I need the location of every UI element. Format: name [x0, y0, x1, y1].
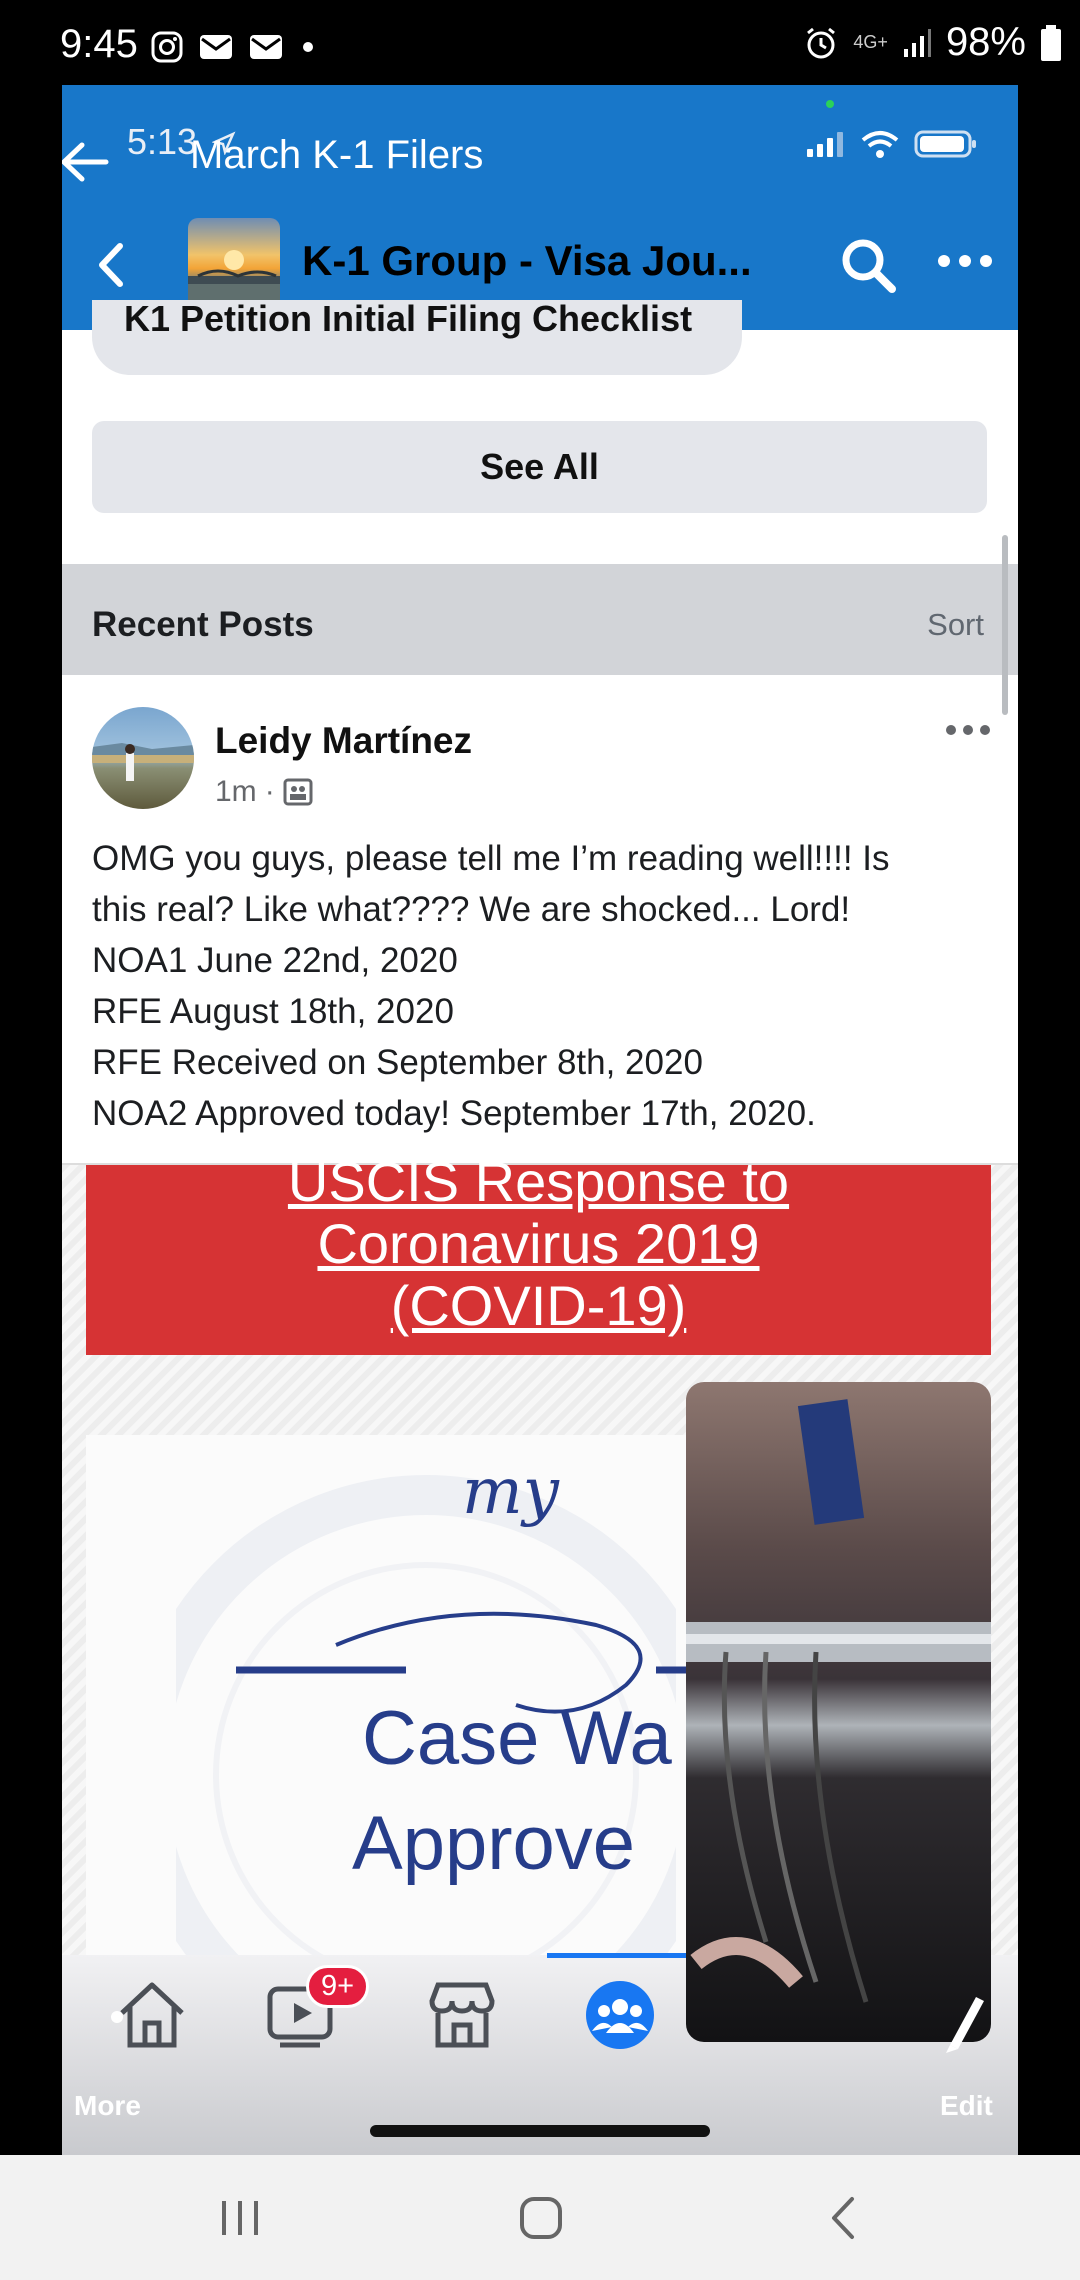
video-frame — [686, 1382, 991, 2042]
album-title: March K-1 Filers — [190, 133, 484, 177]
my-logo-text: my — [462, 1455, 559, 1529]
alarm-icon — [803, 25, 839, 61]
network-type: 4G+ — [853, 32, 888, 52]
ios-time: 5:13 — [127, 121, 198, 162]
case-text-line2: Approve — [352, 1801, 636, 1886]
post-line: NOA1 June 22nd, 2020 — [92, 941, 458, 980]
device-time: 9:45 — [60, 22, 138, 66]
dot-icon — [298, 30, 318, 64]
banner-line: (COVID-19) — [390, 1274, 687, 1337]
avatar[interactable] — [92, 707, 194, 809]
home-tab-icon[interactable] — [112, 1975, 192, 2055]
groups-tab-icon[interactable] — [580, 1975, 660, 2055]
search-icon[interactable] — [838, 235, 898, 295]
avatar-photo — [92, 707, 194, 809]
guide-chip[interactable] — [92, 300, 742, 375]
post-line: OMG you guys, please tell me I’m reading well!!!! Is — [92, 839, 890, 878]
signal-icon — [902, 27, 932, 59]
notification-icons — [150, 30, 318, 64]
instagram-icon — [150, 30, 184, 64]
case-text-line1: Case Wa — [362, 1696, 672, 1781]
battery-percent: 98% — [945, 20, 1026, 64]
group-name[interactable]: K-1 Group - Visa Jou... — [302, 237, 752, 284]
device-status-right — [803, 20, 1062, 65]
facebook-screenshot — [62, 85, 1018, 2155]
home-button-icon[interactable] — [518, 2193, 564, 2243]
active-tab-indicator — [547, 1953, 687, 1958]
post-line: RFE Received on September 8th, 2020 — [92, 1043, 703, 1082]
post-options-icon[interactable] — [946, 725, 990, 735]
more-options-icon[interactable] — [938, 255, 992, 267]
post-line: RFE August 18th, 2020 — [92, 992, 454, 1031]
back-button-icon[interactable] — [824, 2193, 864, 2243]
android-nav-bar — [0, 2155, 1080, 2280]
banner-line: Coronavirus 2019 — [317, 1212, 760, 1275]
group-audience-icon — [283, 777, 313, 807]
meta-separator: · — [264, 775, 275, 808]
post-body — [92, 833, 992, 1139]
pencil-icon[interactable] — [940, 1985, 990, 2055]
wifi-icon — [860, 129, 900, 159]
group-cover-thumbnail[interactable] — [188, 218, 280, 310]
notification-badge: 9+ — [306, 1965, 369, 2008]
sunset-image — [188, 218, 280, 310]
see-all-button[interactable]: See All — [92, 421, 987, 513]
post-meta — [215, 775, 313, 809]
home-indicator — [370, 2125, 710, 2137]
video-pip-overlay[interactable] — [686, 1382, 991, 2042]
camera-indicator — [826, 100, 834, 108]
battery-icon — [1040, 25, 1062, 61]
ios-status-icons — [806, 129, 978, 159]
recent-apps-icon[interactable] — [218, 2195, 262, 2241]
device-status-bar — [0, 0, 1080, 85]
uscis-banner — [86, 1150, 991, 1355]
mail-icon — [198, 30, 234, 64]
more-label[interactable]: More — [74, 2090, 141, 2121]
ios-battery-icon — [914, 129, 978, 159]
post-author[interactable]: Leidy Martínez — [215, 720, 472, 761]
scrollbar[interactable] — [1002, 535, 1008, 715]
post-line: NOA2 Approved today! September 17th, 2020. — [92, 1094, 816, 1133]
marketplace-tab-icon[interactable] — [422, 1975, 502, 2055]
cellular-icon — [806, 131, 846, 157]
post-line: this real? Like what???? We are shocked... Lord! — [92, 890, 851, 929]
recent-posts-title: Recent Posts — [92, 605, 314, 644]
sort-button[interactable]: Sort — [927, 607, 984, 642]
banner-line: USCIS Response to — [287, 1150, 790, 1213]
back-arrow-icon[interactable] — [62, 137, 114, 187]
guide-chip-label: K1 Petition Initial Filing Checklist — [124, 300, 693, 339]
mail-icon — [248, 30, 284, 64]
post-time: 1m — [215, 775, 257, 808]
chevron-left-icon[interactable] — [92, 240, 132, 290]
edit-label[interactable]: Edit — [940, 2090, 993, 2121]
